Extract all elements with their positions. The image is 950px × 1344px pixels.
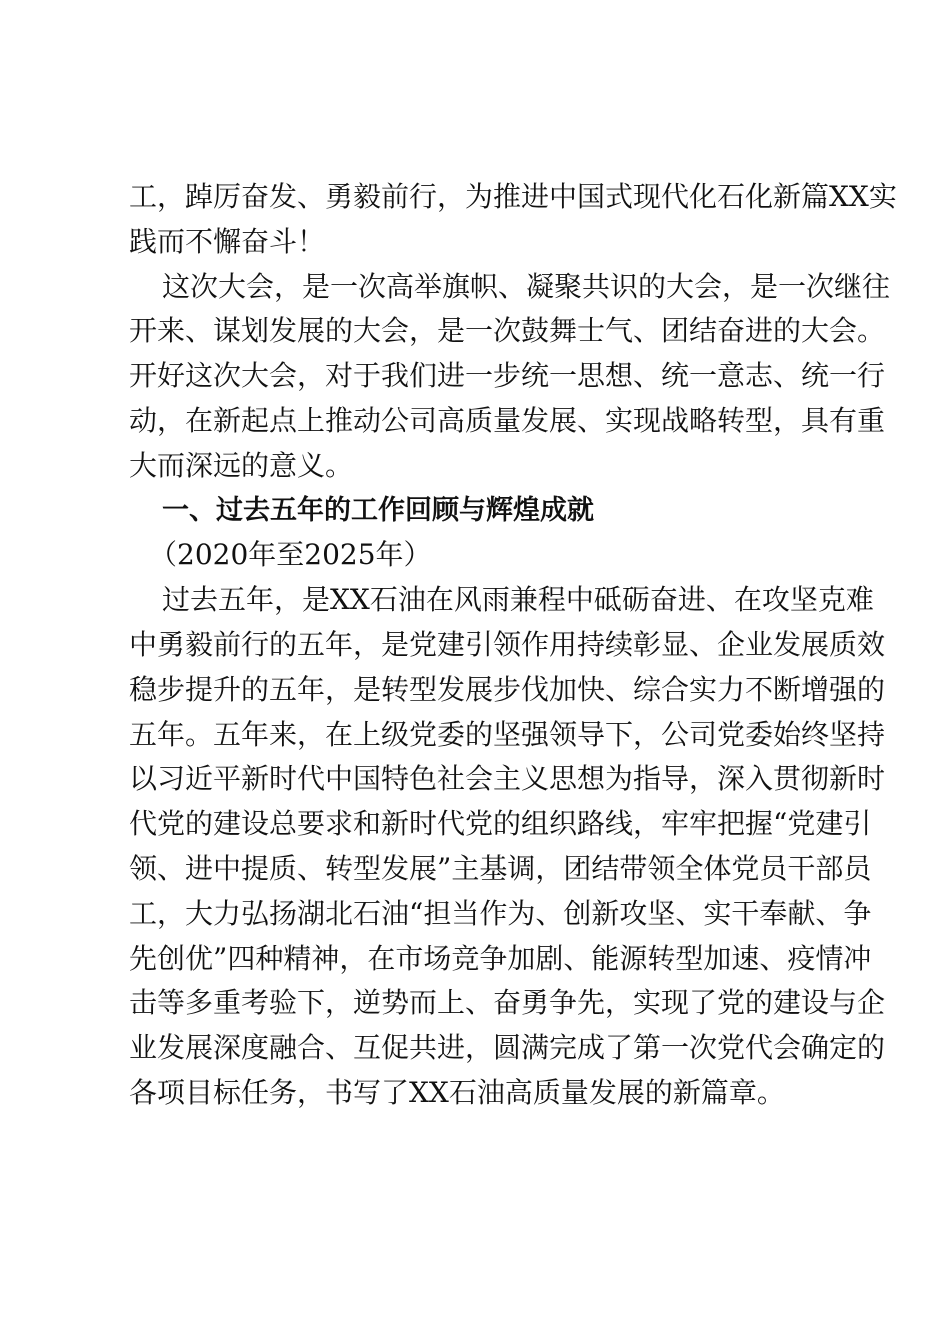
section-subtitle: （2020年至2025年） — [149, 538, 432, 572]
text-line: 业发展深度融合、互促共进，圆满完成了第一次党代会确定的 — [129, 1031, 886, 1065]
text-line: 践而不懈奋斗！ — [129, 224, 326, 258]
paragraph-closing — [129, 175, 897, 265]
text-line: 各项目标任务，书写了XX石油高质量发展的新篇章。 — [129, 1075, 785, 1109]
text-line: 开好这次大会，对于我们进一步统一思想、统一意志、统一行 — [129, 359, 886, 393]
paragraph-review — [129, 578, 886, 1116]
text-line: 这次大会，是一次高举旗帜、凝聚共识的大会，是一次继往 — [162, 269, 891, 303]
text-line: 五年。五年来，在上级党委的坚强领导下，公司党委始终坚持 — [129, 717, 886, 751]
text-line: 动，在新起点上推动公司高质量发展、实现战略转型，具有重 — [129, 403, 886, 437]
text-line: 中勇毅前行的五年，是党建引领作用持续彰显、企业发展质效 — [129, 627, 886, 661]
section-heading: 一、过去五年的工作回顾与辉煌成就 — [162, 494, 594, 526]
text-line: 大而深远的意义。 — [129, 448, 354, 482]
text-line: 稳步提升的五年，是转型发展步伐加快、综合实力不断增强的 — [129, 672, 886, 706]
text-line: 工，大力弘扬湖北石油“担当作为、创新攻坚、实干奉献、争 — [129, 896, 872, 930]
paragraph-significance — [129, 265, 891, 489]
text-line: 先创优”四种精神，在市场竞争加剧、能源转型加速、疫情冲 — [129, 941, 872, 975]
document-page — [129, 175, 897, 1116]
text-line: 开来、谋划发展的大会，是一次鼓舞士气、团结奋进的大会。 — [129, 314, 886, 348]
text-line: 过去五年，是XX石油在风雨兼程中砥砺奋进、在攻坚克难 — [162, 583, 874, 617]
text-line: 领、进中提质、转型发展”主基调，团结带领全体党员干部员 — [129, 851, 872, 885]
text-line: 工，踔厉奋发、勇毅前行，为推进中国式现代化石化新篇XX实 — [129, 180, 897, 213]
text-line: 以习近平新时代中国特色社会主义思想为指导，深入贯彻新时 — [129, 762, 886, 796]
text-line: 代党的建设总要求和新时代党的组织路线，牢牢把握“党建引 — [129, 807, 872, 841]
text-line: 击等多重考验下，逆势而上、奋勇争先，实现了党的建设与企 — [129, 986, 886, 1020]
